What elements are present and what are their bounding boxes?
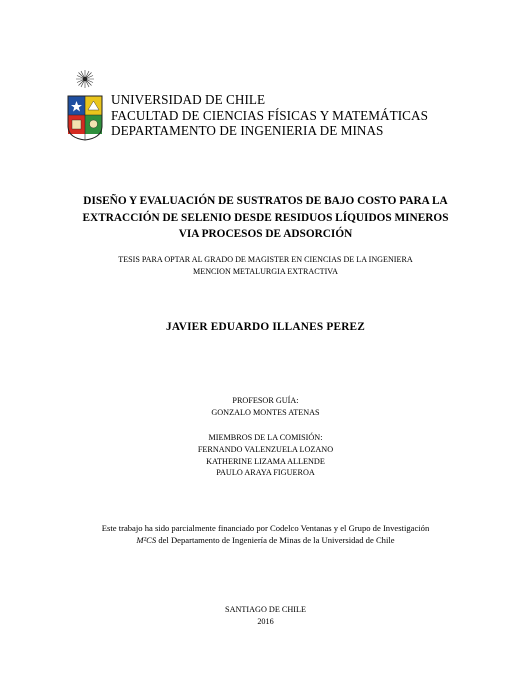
faculty-name: FACULTAD DE CIENCIAS FÍSICAS Y MATEMÁTICAS [111, 107, 428, 123]
degree-line: MENCION METALURGIA EXTRACTIVA [193, 266, 338, 276]
degree-statement [0, 254, 531, 277]
degree-line: TESIS PARA OPTAR AL GRADO DE MAGISTER EN CIENCIAS DE LA INGENIERA [118, 255, 413, 264]
place: SANTIAGO DE CHILE [225, 605, 306, 614]
funding-note [0, 522, 531, 547]
footer-block [0, 604, 531, 628]
committee-member: PAULO ARAYA FIGUEROA [216, 468, 315, 478]
research-group-name: M²CS [136, 535, 157, 546]
year: 2016 [257, 617, 274, 627]
committee-block [0, 432, 531, 479]
advisor-label: PROFESOR GUÍA: [232, 396, 299, 405]
advisor-name: GONZALO MONTES ATENAS [211, 407, 320, 417]
shield [68, 96, 102, 140]
thesis-title [0, 193, 531, 243]
university-of-chile-seal-icon [64, 68, 106, 142]
department-name: DEPARTAMENTO DE INGENIERIA DE MINAS [111, 123, 384, 138]
funding-line: Este trabajo ha sido parcialmente financiado por Codelco Ventanas y el Grupo de Investigación [101, 523, 430, 533]
advisor-block [0, 395, 531, 419]
committee-member: FERNANDO VALENZUELA LOZANO [197, 444, 334, 454]
title-line: DISEÑO Y EVALUACIÓN DE SUSTRATOS DE BAJO COSTO PARA LA [83, 195, 448, 207]
title-line: EXTRACCIÓN DE SELENIO DESDE RESIDUOS LÍQUIDOS MINEROS [82, 211, 449, 224]
funding-line [0, 534, 531, 546]
committee-member: KATHERINE LIZAMA ALLENDE [206, 456, 325, 466]
funding-line-rest: del Departamento de Ingeniería de Minas de la Universidad de Chile [156, 535, 395, 546]
author-name: JAVIER EDUARDO ILLANES PEREZ [165, 321, 366, 333]
institution-header [111, 92, 428, 139]
title-line: VIA PROCESOS DE ADSORCIÓN [178, 228, 353, 241]
committee-label: MIEMBROS DE LA COMISIÓN: [208, 433, 323, 442]
university-name: UNIVERSIDAD DE CHILE [111, 92, 266, 107]
